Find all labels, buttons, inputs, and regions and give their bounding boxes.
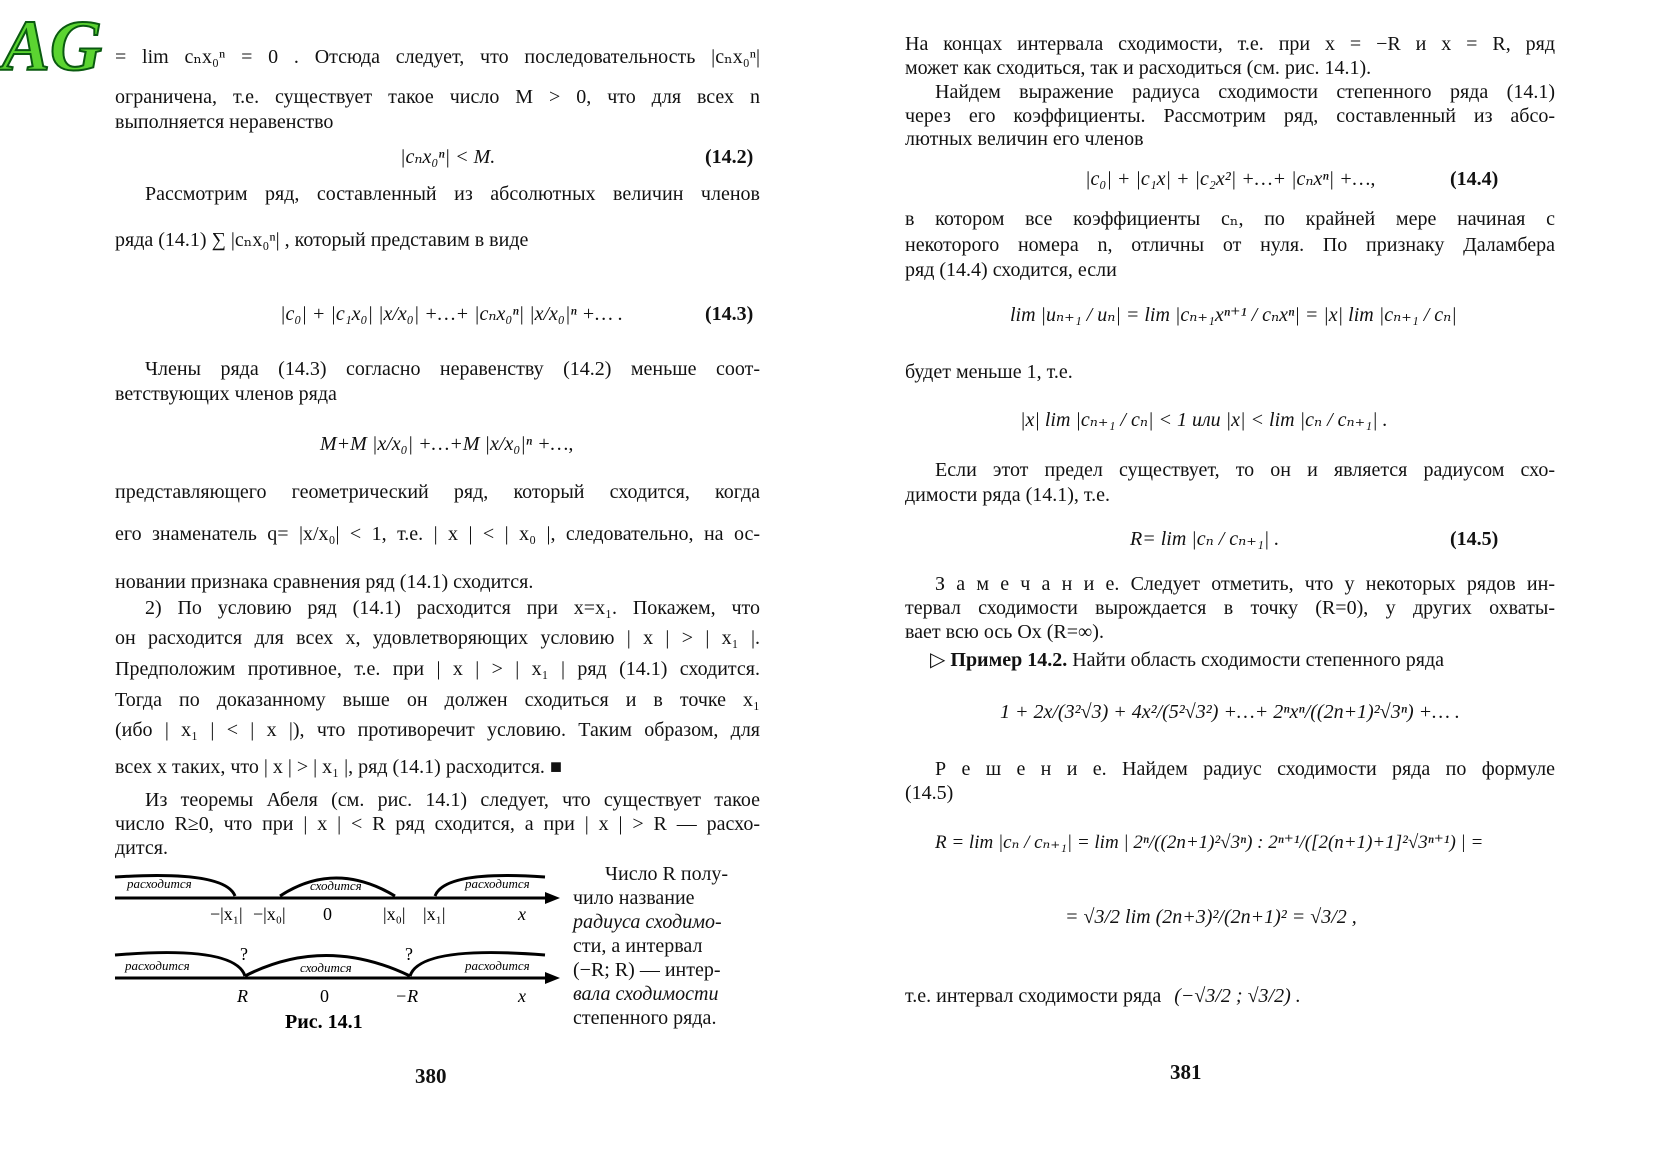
left-line-18: число R≥0, что при | x | < R ряд сходится, а при | x | > R — расхо- [115, 813, 760, 835]
left-line-17: Из теоремы Абеля (см. рис. 14.1) следует, что существует такое [145, 789, 760, 811]
equation-inequality: |x| lim |cₙ₊₁ / cₙ| < 1 или |x| < lim |cₙ / cₙ₊₁| . [1020, 409, 1388, 431]
equation-14-4: |c₀| + |c₁x| + |c₂x²| +…+ |cₙxⁿ| +…, [1085, 168, 1376, 190]
equation-14-5: R= lim |cₙ / cₙ₊₁| . [1130, 528, 1280, 550]
fig-label-diverges-1: расходится [127, 876, 192, 891]
right-line-6: в котором все коэффициенты cₙ, по крайней мере начиная с [905, 208, 1555, 230]
fig-tick-x-top: x [518, 904, 526, 924]
right-line-13: тервал сходимости вырождается в точку (R=0), у других охваты- [905, 597, 1555, 619]
right-line-8: ряд (14.4) сходится, если [905, 259, 1117, 281]
fig-tick-neg-x0: −|x₀| [253, 904, 286, 924]
example-label: ▷ Пример 14.2. [930, 649, 1068, 671]
fig-tick-x0: |x₀| [383, 904, 406, 924]
fig-label-diverges-4: расходится [465, 958, 530, 973]
right-line-4: через его коэффициенты. Рассмотрим ряд, составленный из абсо- [905, 105, 1555, 127]
right-line-17: (14.5) [905, 782, 954, 804]
left-line-19: дится. [115, 837, 168, 859]
fig-label-diverges-2: расходится [465, 876, 530, 891]
arrow-top [545, 892, 560, 904]
left-line-4: Рассмотрим ряд, составленный из абсолютных величин членов [145, 183, 760, 205]
left-line-16: всех x таких, что | x | > | x₁ |, ряд (14.1) расходится. ■ [115, 756, 563, 778]
left-line-11: 2) По условию ряд (14.1) расходится при x=x₁. Покажем, что [145, 597, 760, 619]
left-page-number: 380 [415, 1064, 447, 1088]
right-line-18 [905, 984, 1301, 1009]
side-line-6: вала сходимости [573, 983, 719, 1005]
fig-tick-x1: |x₁| [423, 904, 446, 924]
fig-label-converges-2: сходится [300, 960, 352, 975]
equation-radius-result: = √3/2 lim (2n+3)²/(2n+1)² = √3/2 , [1065, 906, 1357, 928]
publisher-logo [0, 0, 103, 90]
right-line-14: вает всю ось Ox (R=∞). [905, 621, 1104, 643]
right-line-12: З а м е ч а н и е. Следует отметить, что у некоторых рядов ин- [935, 573, 1555, 595]
equation-14-5-number: (14.5) [1450, 528, 1499, 550]
equation-14-2-number: (14.2) [705, 146, 754, 168]
fig-tick-neg-R: −R [395, 986, 419, 1006]
right-line-7: некоторого номера n, отличны от нуля. По признаку Даламбера [905, 234, 1555, 256]
interval-value: (−√3/2 ; √3/2) . [1174, 985, 1301, 1007]
fig-tick-neg-x1: −|x₁| [210, 904, 243, 924]
right-line-10: Если этот предел существует, то он и является радиусом схо- [935, 459, 1555, 481]
side-line-1: Число R полу- [605, 863, 728, 885]
right-line-5: лютных величин его членов [905, 128, 1144, 150]
left-line-6: Члены ряда (14.3) согласно неравенству (14.2) меньше соот- [145, 358, 760, 380]
left-line-12: он расходится для всех x, удовлетворяющих условию | x | > | x₁ |. [115, 627, 760, 649]
fig-label-converges-1: сходится [310, 878, 362, 893]
left-line-7: ветствующих членов ряда [115, 383, 337, 405]
left-line-10: новании признака сравнения ряд (14.1) сходится. [115, 571, 534, 593]
side-line-7: степенного ряда. [573, 1007, 717, 1029]
right-line-11: димости ряда (14.1), т.е. [905, 484, 1111, 506]
fig-tick-x-bottom: x [518, 986, 526, 1006]
left-line-15: (ибо | x₁ | < | x |), что противоречит условию. Таким образом, для [115, 719, 760, 741]
left-line-9: его знаменатель q= |x/x₀| < 1, т.е. | x | < | x₀ |, следовательно, на ос- [115, 523, 760, 545]
fig-tick-zero-bottom: 0 [320, 986, 329, 1006]
left-line-5: ряда (14.1) ∑ |cₙx₀ⁿ| , который представим в виде [115, 229, 529, 251]
fig-question-right: ? [405, 944, 413, 964]
figure-caption: Рис. 14.1 [285, 1011, 363, 1033]
right-page-number: 381 [1170, 1060, 1202, 1084]
arrow-bottom [545, 972, 560, 984]
right-line-16: Р е ш е н и е. Найдем радиус сходимости ряда по формуле [935, 758, 1555, 780]
fig-label-diverges-3: расходится [125, 958, 190, 973]
left-line-1: = lim cₙx₀ⁿ = 0 . Отсюда следует, что последовательность |cₙx₀ⁿ| [115, 46, 760, 68]
equation-14-2: |cₙx₀ⁿ| < M. [400, 146, 496, 168]
fig-tick-R: R [237, 986, 248, 1006]
equation-series: 1 + 2x/(3²√3) + 4x²/(5²√3²) +…+ 2ⁿxⁿ/((2n+1)²√3ⁿ) +… . [1000, 701, 1460, 723]
equation-radius: R = lim |cₙ / cₙ₊₁| = lim | 2ⁿ/((2n+1)²√3ⁿ) : 2ⁿ⁺¹/([2(n+1)+1]²√3ⁿ⁺¹) | = [935, 832, 1484, 853]
side-line-5: (−R; R) — интер- [573, 959, 721, 981]
equation-14-4-number: (14.4) [1450, 168, 1499, 190]
example-heading [930, 648, 1444, 673]
logo-text: AG [2, 6, 103, 86]
left-line-2: ограничена, т.е. существует такое число M > 0, что для всех n [115, 86, 760, 108]
left-line-3: выполняется неравенство [115, 111, 334, 133]
right-line-1: На концах интервала сходимости, т.е. при x = −R и x = R, ряд [905, 33, 1555, 55]
right-line-3: Найдем выражение радиуса сходимости степенного ряда (14.1) [935, 81, 1555, 103]
side-line-3: радиуса сходимо- [573, 911, 722, 933]
equation-14-3-number: (14.3) [705, 303, 754, 325]
fig-question-left: ? [240, 944, 248, 964]
interval-text: т.е. интервал сходимости ряда [905, 985, 1162, 1007]
fig-tick-zero: 0 [323, 904, 332, 924]
left-line-13: Предположим противное, т.е. при | x | > | x₁ | ряд (14.1) сходится. [115, 658, 760, 680]
example-task: Найти область сходимости степенного ряда [1072, 649, 1445, 671]
equation-dalembert: lim |uₙ₊₁ / uₙ| = lim |cₙ₊₁xⁿ⁺¹ / cₙxⁿ| = |x| lim |cₙ₊₁ / cₙ| [1010, 304, 1457, 326]
right-line-9: будет меньше 1, т.е. [905, 361, 1073, 383]
equation-14-3: |c₀| + |c₁x₀| |x/x₀| +…+ |cₙx₀ⁿ| |x/x₀|ⁿ +… . [280, 303, 623, 325]
equation-geometric: M+M |x/x₀| +…+M |x/x₀|ⁿ +…, [320, 433, 574, 455]
figure-14-1 [115, 860, 565, 1035]
side-line-2: чило название [573, 887, 695, 909]
left-line-14: Тогда по доказанному выше он должен сходиться и в точке x₁ [115, 689, 760, 711]
left-line-8: представляющего геометрический ряд, который сходится, когда [115, 481, 760, 503]
right-line-2: может как сходиться, так и расходиться (см. рис. 14.1). [905, 57, 1372, 79]
side-line-4: сти, а интервал [573, 935, 703, 957]
